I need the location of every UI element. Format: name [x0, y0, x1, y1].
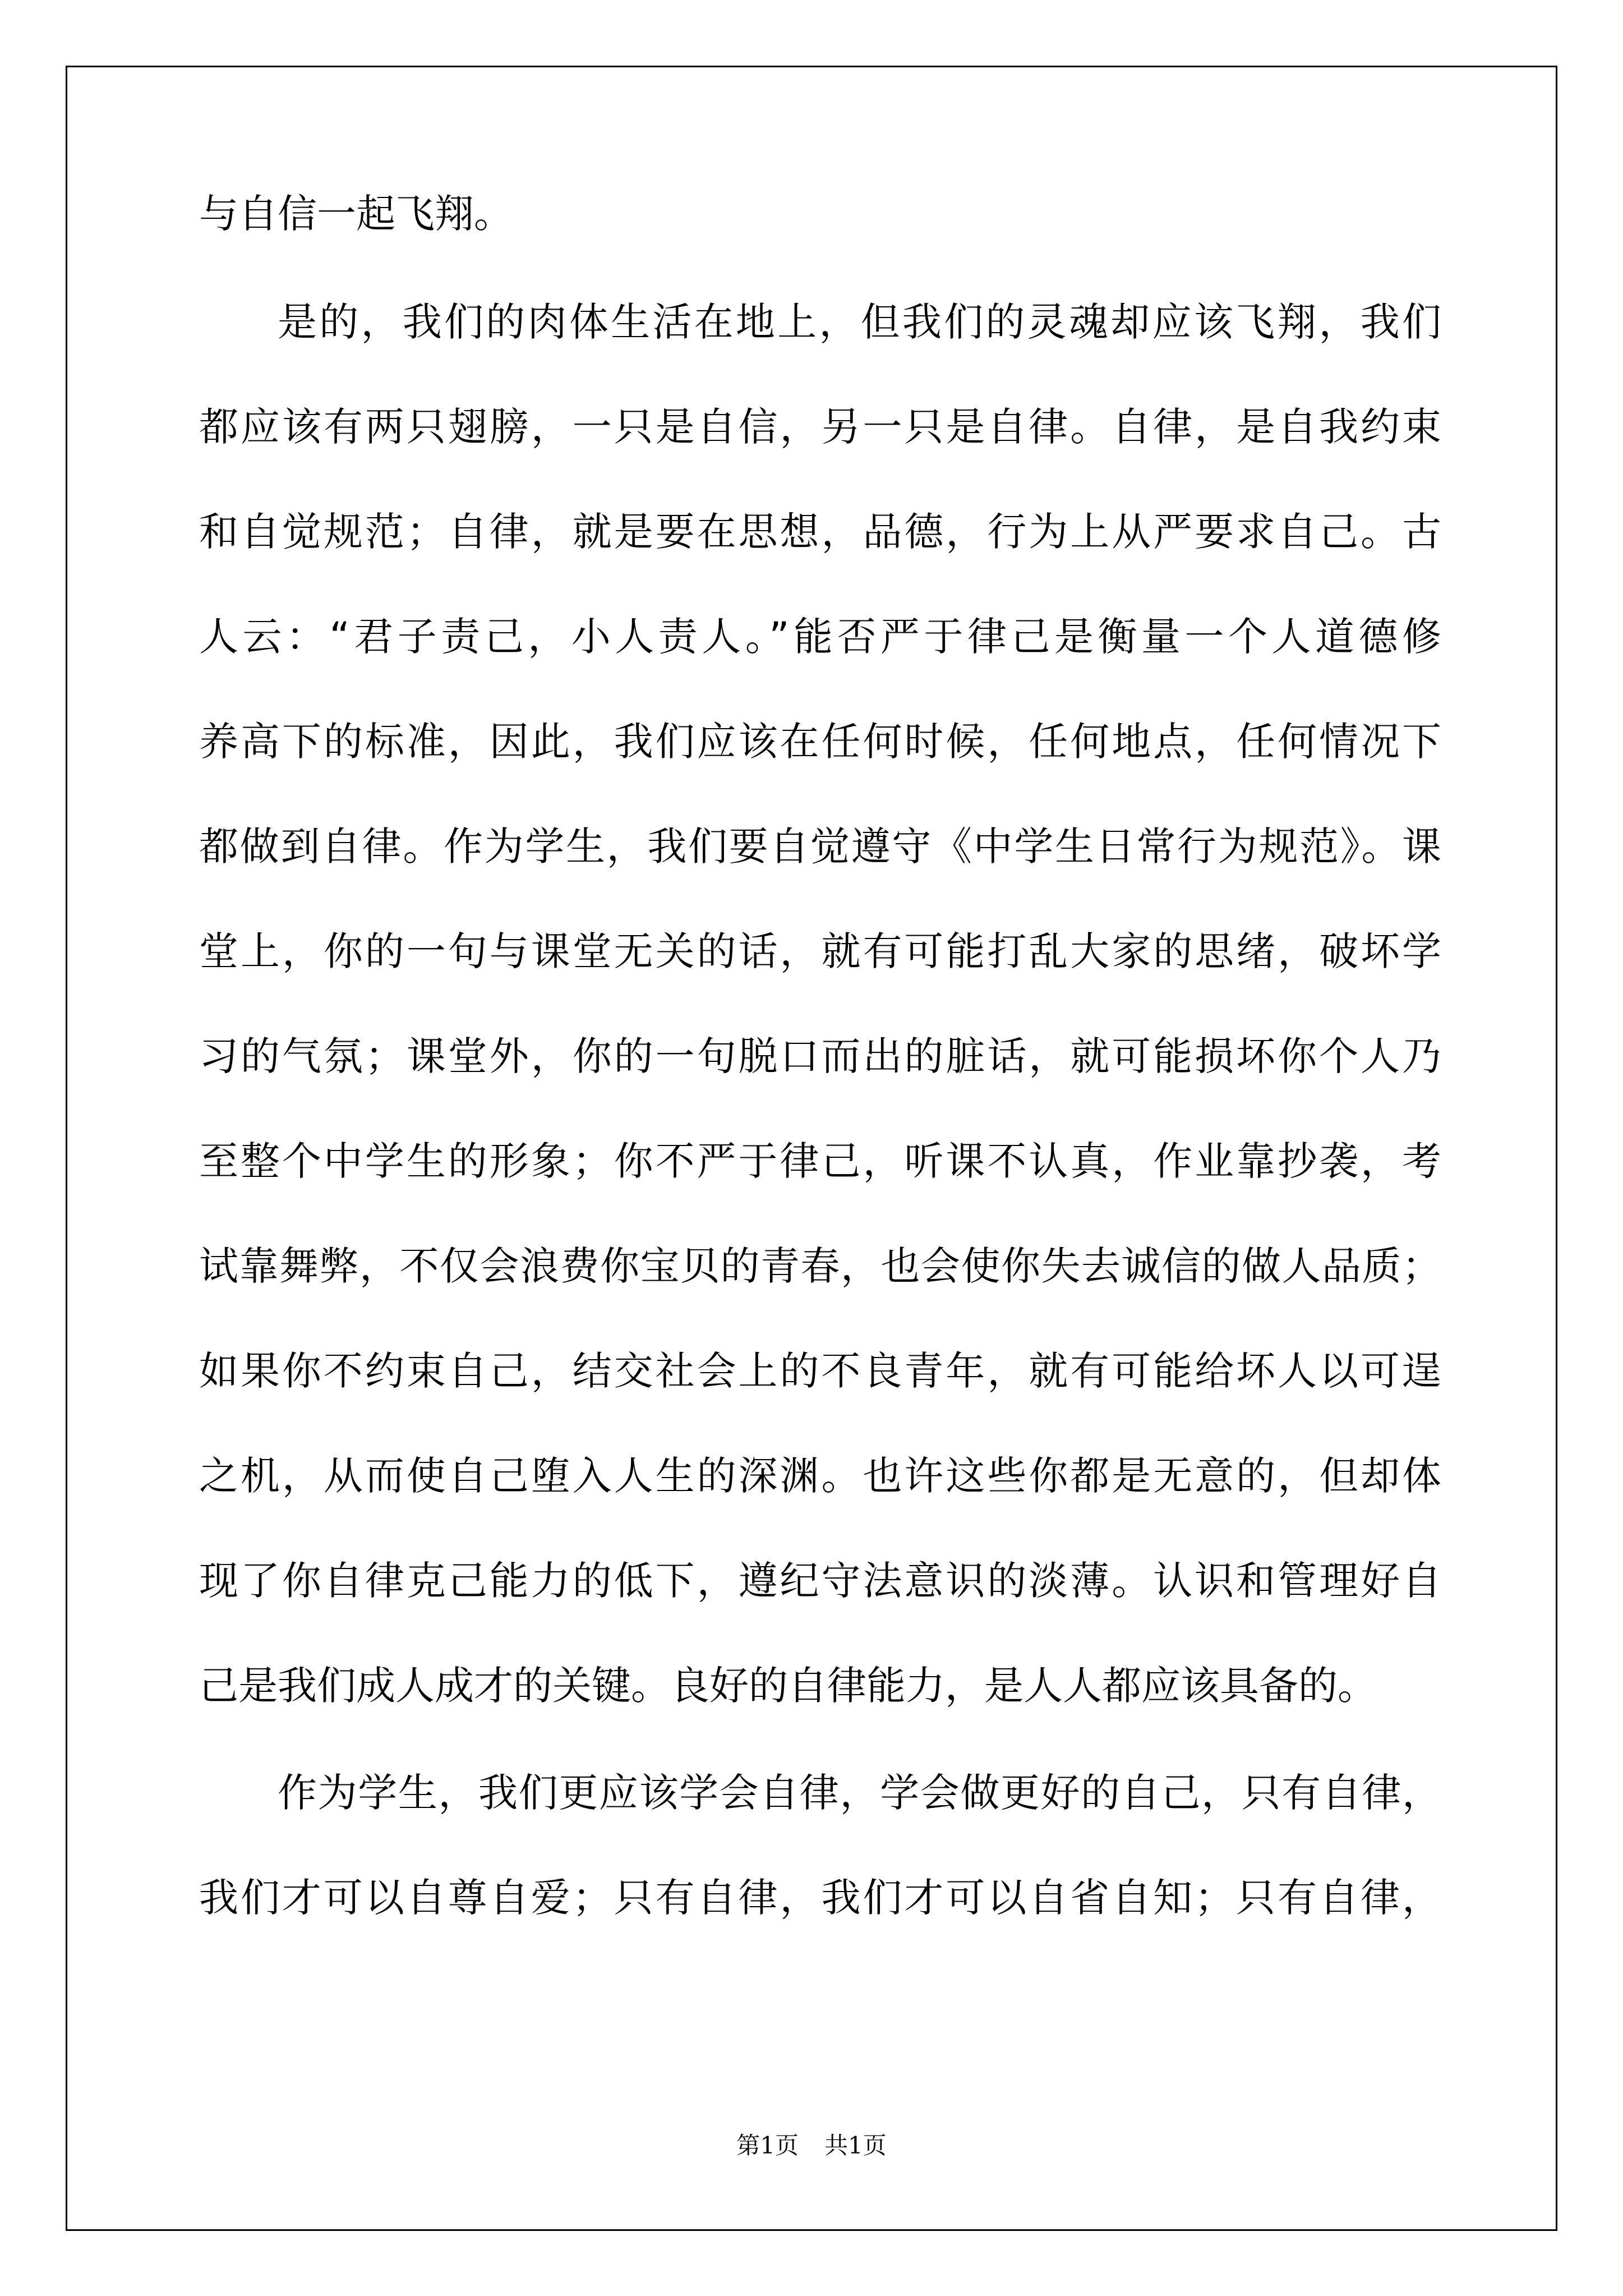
text-line: 如果你不约束自己，结交社会上的不良青年，就有可能给坏人以可逞: [199, 1348, 1441, 1394]
text-line: 试靠舞弊，不仅会浪费你宝贝的青春，也会使你失去诚信的做人品质；: [199, 1243, 1441, 1289]
text-line: 都做到自律。作为学生，我们要自觉遵守《中学生日常行为规范》。课: [199, 823, 1441, 869]
page-number-total: 共1页: [824, 2132, 887, 2159]
page-footer: [0, 2129, 1623, 2162]
text-line: 之机，从而使自己堕入人生的深渊。也许这些你都是无意的，但却体: [199, 1453, 1441, 1499]
text-line: 和自觉规范；自律，就是要在思想，品德，行为上从严要求自己。古: [199, 509, 1441, 555]
text-line: 习的气氛；课堂外，你的一句脱口而出的脏话，就可能损坏你个人乃: [199, 1033, 1441, 1079]
paragraph-start-line: 作为学生，我们更应该学会自律，学会做更好的自己，只有自律，: [278, 1770, 1441, 1816]
text-line: 养高下的标准，因此，我们应该在任何时候，任何地点，任何情况下: [199, 719, 1441, 765]
text-line: 与自信一起飞翔。: [199, 191, 513, 237]
text-line: 堂上，你的一句与课堂无关的话，就有可能打乱大家的思绪，破坏学: [199, 928, 1441, 974]
text-line: 我们才可以自尊自爱；只有自律，我们才可以自省自知；只有自律，: [199, 1875, 1441, 1921]
paragraph-start-line: 是的，我们的肉体生活在地上，但我们的灵魂却应该飞翔，我们: [278, 299, 1441, 345]
text-line: 现了你自律克己能力的低下，遵纪守法意识的淡薄。认识和管理好自: [199, 1558, 1441, 1604]
text-line: 都应该有两只翅膀，一只是自信，另一只是自律。自律，是自我约束: [199, 404, 1441, 450]
page-number-current: 第1页: [736, 2132, 799, 2159]
text-line: 至整个中学生的形象；你不严于律己，听课不认真，作业靠抄袭，考: [199, 1138, 1441, 1184]
text-line: 己是我们成人成才的关键。良好的自律能力，是人人都应该具备的。: [199, 1663, 1377, 1709]
text-line: 人云：“君子责己，小人责人。”能否严于律己是衡量一个人道德修: [199, 614, 1441, 660]
